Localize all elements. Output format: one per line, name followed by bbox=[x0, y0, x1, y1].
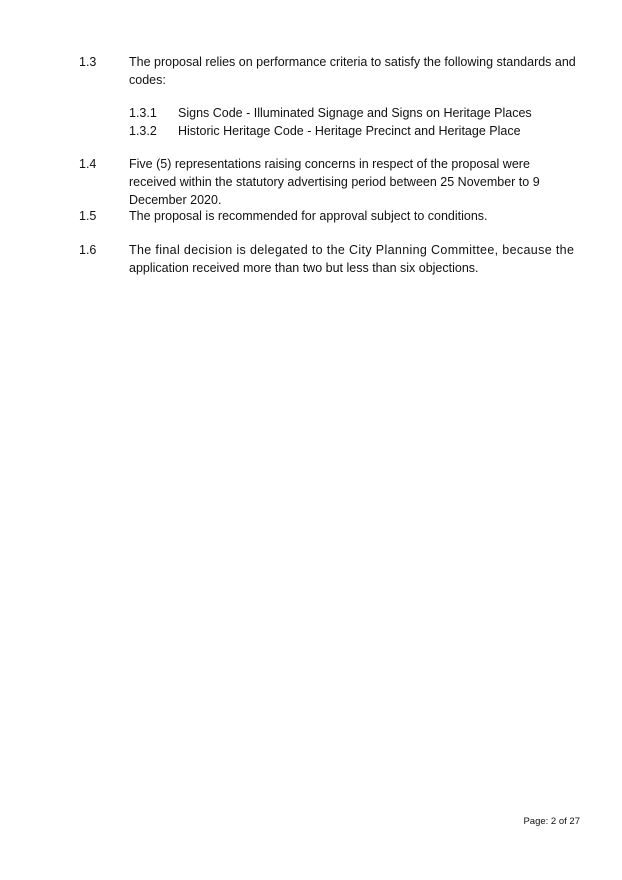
section-number: 1.3 bbox=[79, 55, 97, 69]
subitem-text: Signs Code - Illuminated Signage and Signs on Heritage Places bbox=[178, 106, 532, 120]
page-number: Page: 2 of 27 bbox=[523, 816, 580, 827]
section-text-line-2: application received more than two but less than six objections. bbox=[129, 261, 479, 275]
section-text: The proposal is recommended for approval subject to conditions. bbox=[129, 209, 488, 223]
section-number: 1.6 bbox=[79, 243, 97, 257]
subitem-text: Historic Heritage Code - Heritage Precinct and Heritage Place bbox=[178, 124, 521, 138]
section-number: 1.4 bbox=[79, 157, 97, 171]
subitem-number: 1.3.1 bbox=[129, 106, 157, 120]
section-number: 1.5 bbox=[79, 209, 97, 223]
section-text: The proposal relies on performance criteria to satisfy the following standards and codes: bbox=[129, 55, 576, 87]
section-text: Five (5) representations raising concerns in respect of the proposal were received within the statutory advertising period between 25 November to 9 December 2020. bbox=[129, 157, 540, 207]
subitem-number: 1.3.2 bbox=[129, 124, 157, 138]
section-text-line-1: The final decision is delegated to the City Planning Committee, because the bbox=[129, 243, 575, 257]
section-text bbox=[129, 241, 579, 277]
